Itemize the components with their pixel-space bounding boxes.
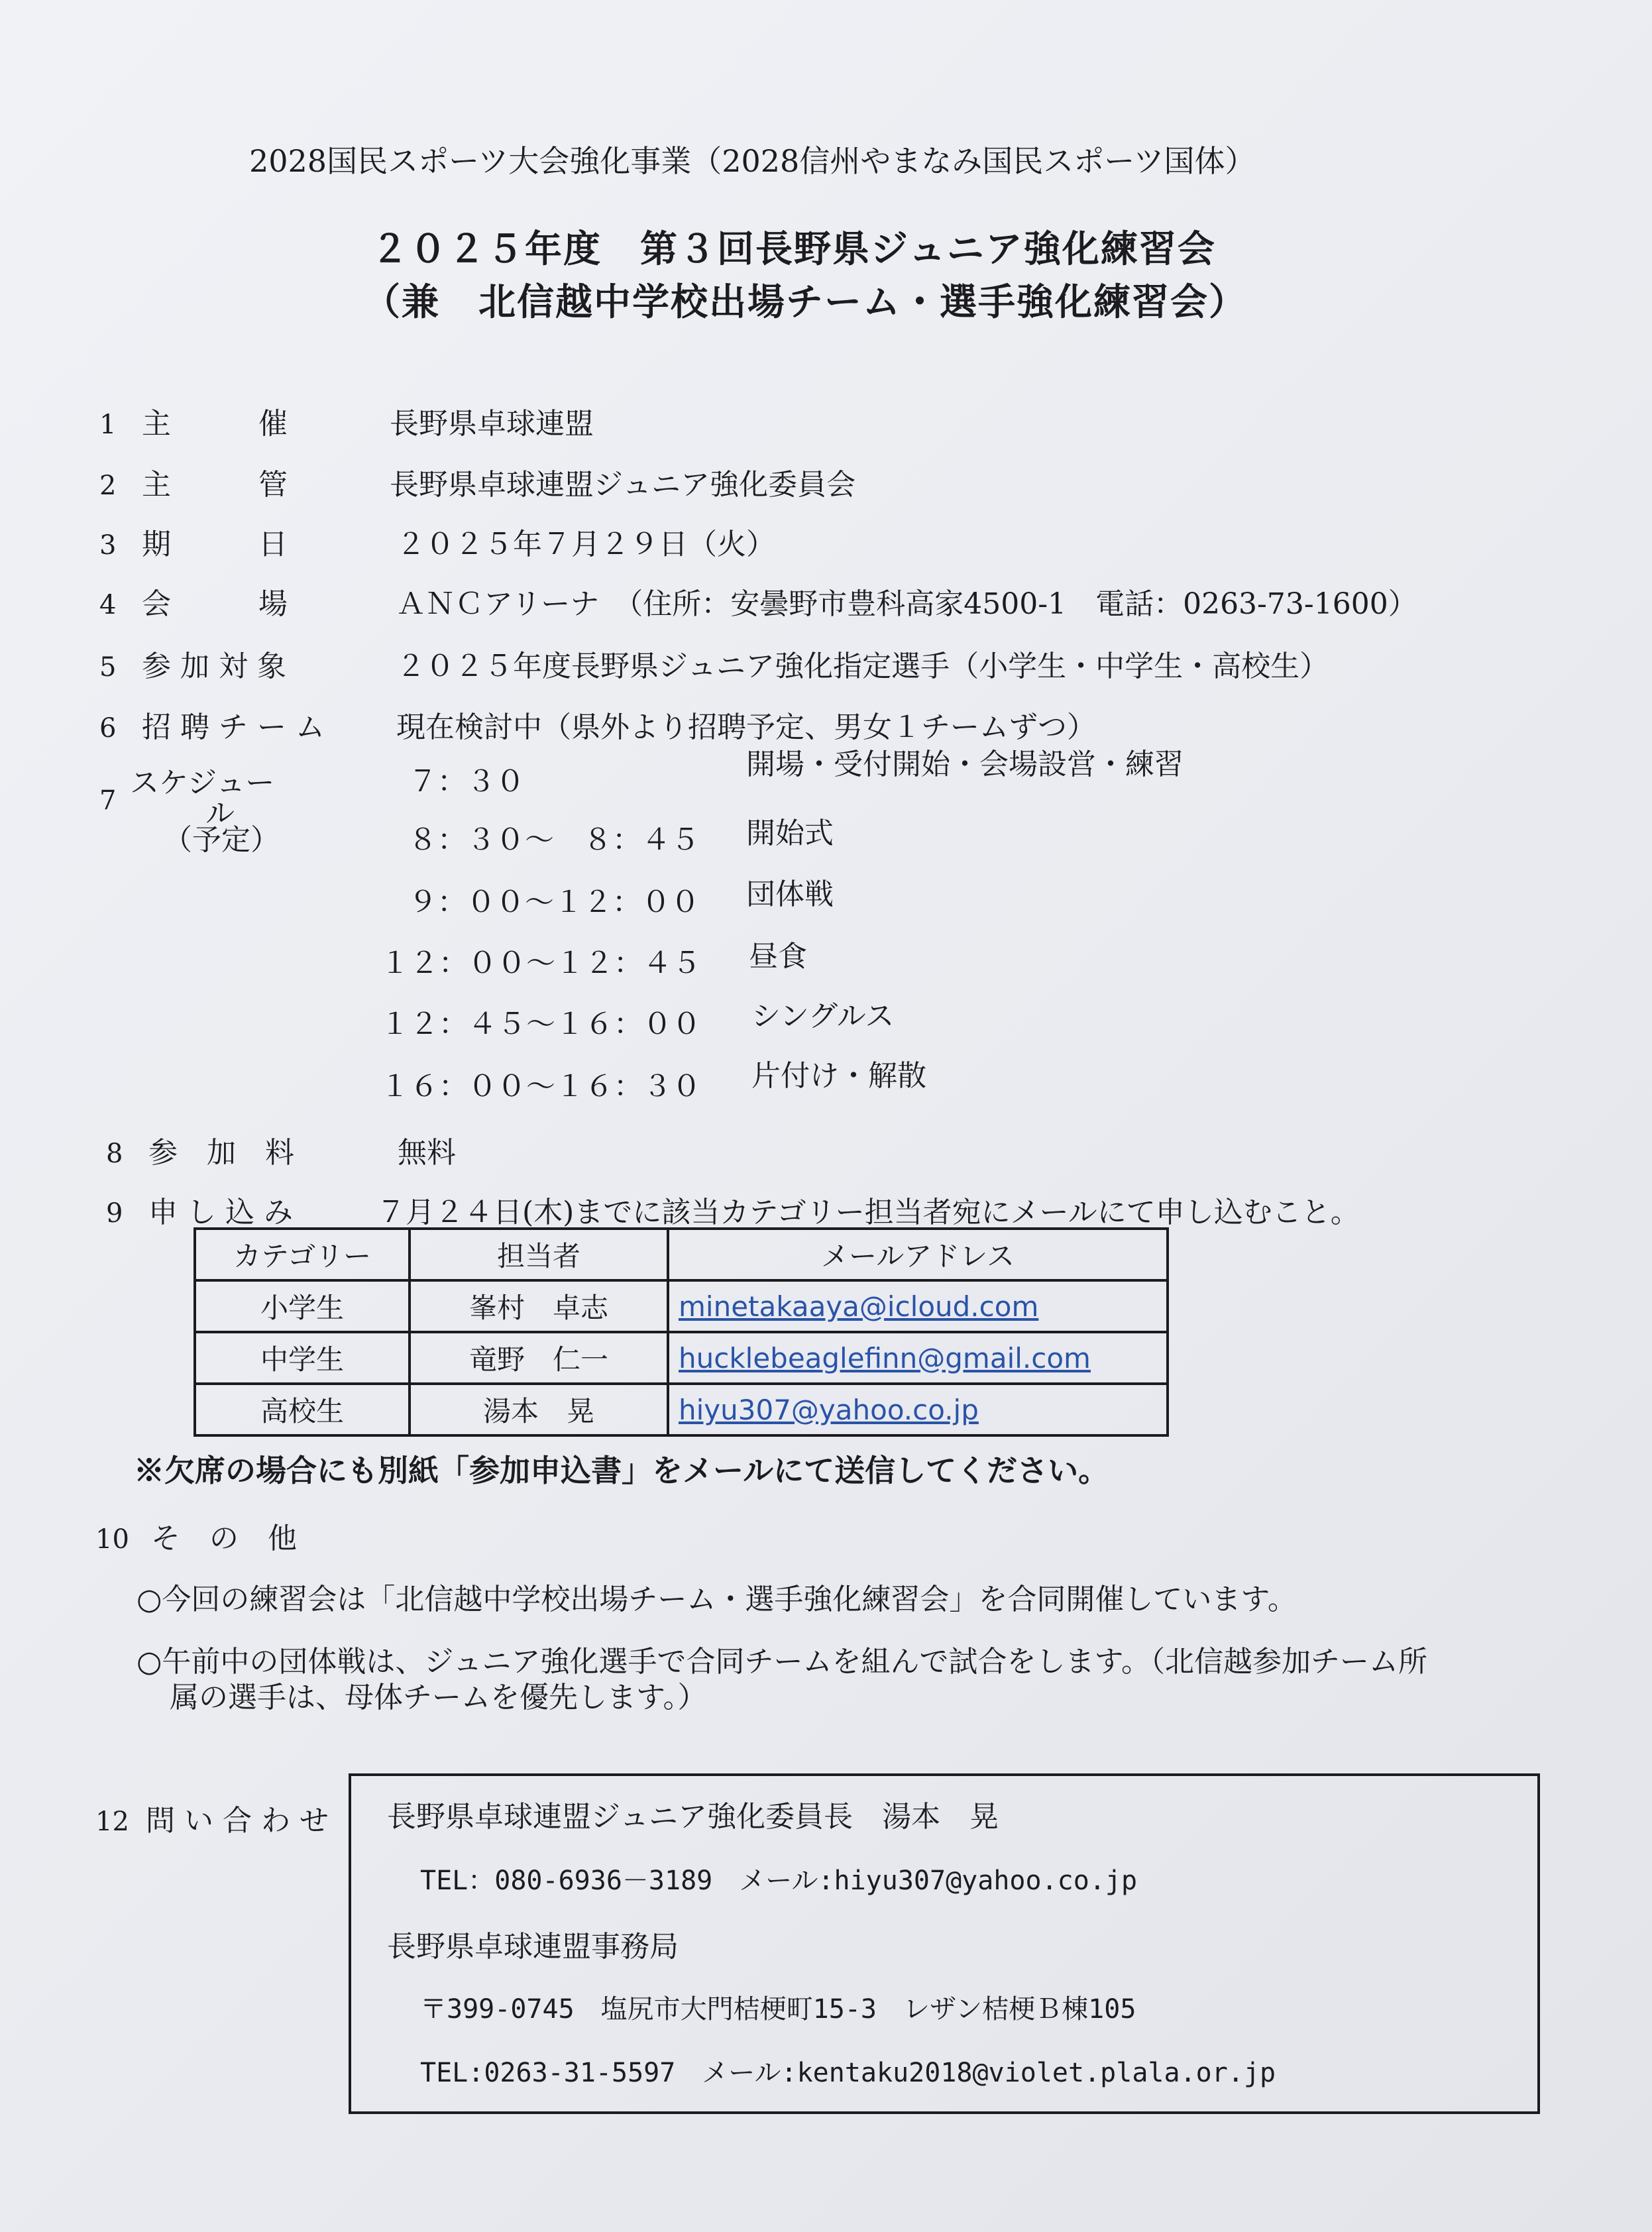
event-subtitle: 2028国民スポーツ大会強化事業（2028信州やまなみ国民スポーツ国体）	[249, 143, 1256, 179]
other-note-2: ○午前中の団体戦は、ジュニア強化選手で合同チームを組んで試合をします。（北信越参加チーム所	[137, 1645, 1427, 1679]
item-label: 期 日	[142, 528, 288, 561]
item-other	[95, 1524, 297, 1553]
schedule-desc: シングルス	[751, 999, 895, 1033]
item-number: 7	[99, 785, 117, 816]
item-label: 招 聘 チ ー ム	[142, 710, 325, 744]
schedule-time: １６：００～１６：３０	[380, 1070, 701, 1103]
item-number: 5	[99, 652, 117, 683]
item-application	[106, 1198, 1360, 1227]
contact2-name: 長野県卓球連盟事務局	[387, 1930, 679, 1964]
contact-table	[193, 1227, 1169, 1437]
table-row	[195, 1332, 1168, 1384]
item-number: 3	[99, 530, 117, 561]
item-value: ＡＮＣアリーナ （住所：安曇野市豊科高家4500-1 電話：0263-73-1600）	[396, 587, 1417, 621]
item-invited-teams	[99, 710, 1096, 744]
category-cell: 高校生	[195, 1384, 410, 1435]
contact1-tel: TEL：080-6936－3189 メール:hiyu307@yahoo.co.jp	[420, 1866, 1138, 1896]
other-note-1: ○今回の練習会は「北信越中学校出場チーム・選手強化練習会」を合同開催しています。	[137, 1583, 1297, 1616]
item-value: ２０２５年度長野県ジュニア強化指定選手（小学生・中学生・高校生）	[396, 649, 1329, 683]
schedule-time: １２：４５～１６：００	[380, 1007, 701, 1041]
item-number: 12	[95, 1807, 129, 1837]
item-participants	[99, 649, 1329, 683]
column-header-person: 担当者	[410, 1229, 668, 1280]
schedule-desc: 開場・受付開始・会場設営・練習	[746, 748, 1184, 781]
schedule-time: ９：００～１２：００	[408, 885, 700, 919]
item-number: 1	[99, 410, 117, 440]
item-number: 10	[95, 1524, 129, 1555]
schedule-label-line2: ル	[205, 797, 235, 830]
item-number: 2	[99, 471, 117, 501]
item-label: 主 管	[142, 468, 288, 502]
column-header-email: メールアドレス	[668, 1229, 1168, 1280]
item-label: 申 し 込 み	[148, 1196, 293, 1229]
item-label: 主 催	[142, 407, 288, 441]
schedule-desc: 団体戦	[746, 877, 834, 911]
item-number: 4	[99, 590, 117, 620]
schedule-label-line1: スケジュー	[130, 766, 275, 800]
schedule-desc: 昼食	[749, 940, 807, 974]
inquiry-box	[349, 1773, 1540, 2114]
item-label: 参 加 料	[148, 1136, 294, 1170]
email-link[interactable]: minetakaaya@icloud.com	[668, 1280, 1168, 1332]
category-cell: 中学生	[195, 1332, 410, 1384]
document-title-line2: （兼 北信越中学校出場チーム・選手強化練習会）	[363, 280, 1247, 324]
item-label: 参 加 対 象	[142, 649, 286, 683]
item-inquiry	[95, 1804, 329, 1838]
item-manager	[99, 468, 856, 502]
item-fee	[106, 1136, 456, 1170]
schedule-time: ８：３０～ ８：４５	[408, 823, 700, 857]
item-date	[99, 530, 775, 559]
contact1-name: 長野県卓球連盟ジュニア強化委員長 湯本 晃	[387, 1800, 999, 1834]
email-link[interactable]: hucklebeaglefinn@gmail.com	[668, 1332, 1168, 1384]
item-number: 8	[106, 1139, 123, 1169]
item-value: 長野県卓球連盟ジュニア強化委員会	[390, 468, 856, 502]
item-value: ７月２４日(木)までに該当カテゴリー担当者宛にメールにて申し込むこと。	[376, 1196, 1360, 1229]
contact2-address: 〒399-0745 塩尻市大門桔梗町15-3 レザン桔梗Ｂ棟105	[420, 1994, 1136, 2025]
item-number: 9	[106, 1198, 123, 1229]
person-cell: 湯本 晃	[410, 1384, 668, 1435]
other-note-2-cont: 属の選手は、母体チームを優先します。）	[170, 1681, 707, 1714]
column-header-category: カテゴリー	[195, 1229, 410, 1280]
item-value: 現在検討中（県外より招聘予定、男女１チームずつ）	[396, 710, 1096, 744]
table-row	[195, 1280, 1168, 1332]
person-cell: 竜野 仁一	[410, 1332, 668, 1384]
table-row	[195, 1384, 1168, 1435]
item-number: 6	[99, 713, 117, 744]
person-cell: 峯村 卓志	[410, 1280, 668, 1332]
email-link[interactable]: hiyu307@yahoo.co.jp	[668, 1384, 1168, 1435]
item-label: 問 い 合 わ せ	[146, 1804, 329, 1838]
category-cell: 小学生	[195, 1280, 410, 1332]
item-value: 無料	[398, 1136, 456, 1170]
schedule-desc: 片付け・解散	[751, 1059, 926, 1093]
schedule-time: ７：３０	[408, 765, 525, 799]
schedule-label-note: （予定）	[163, 823, 280, 857]
item-label: 会 場	[142, 587, 288, 621]
schedule-time: １２：００～１２：４５	[380, 946, 701, 980]
item-organizer	[99, 407, 594, 441]
absence-note: ※欠席の場合にも別紙「参加申込書」をメールにて送信してください。	[134, 1453, 1109, 1488]
document-title-line1: ２０２５年度 第３回長野県ジュニア強化練習会	[371, 227, 1216, 271]
table-header-row	[195, 1229, 1168, 1280]
schedule-desc: 開始式	[746, 816, 834, 850]
contact2-tel: TEL:0263-31-5597 メール:kentaku2018@violet.plala.or.jp	[420, 2058, 1276, 2088]
item-value: ２０２５年７月２９日（火）	[396, 528, 775, 561]
item-venue	[99, 587, 1417, 621]
item-label: そ の 他	[151, 1522, 297, 1555]
item-value: 長野県卓球連盟	[390, 407, 594, 441]
